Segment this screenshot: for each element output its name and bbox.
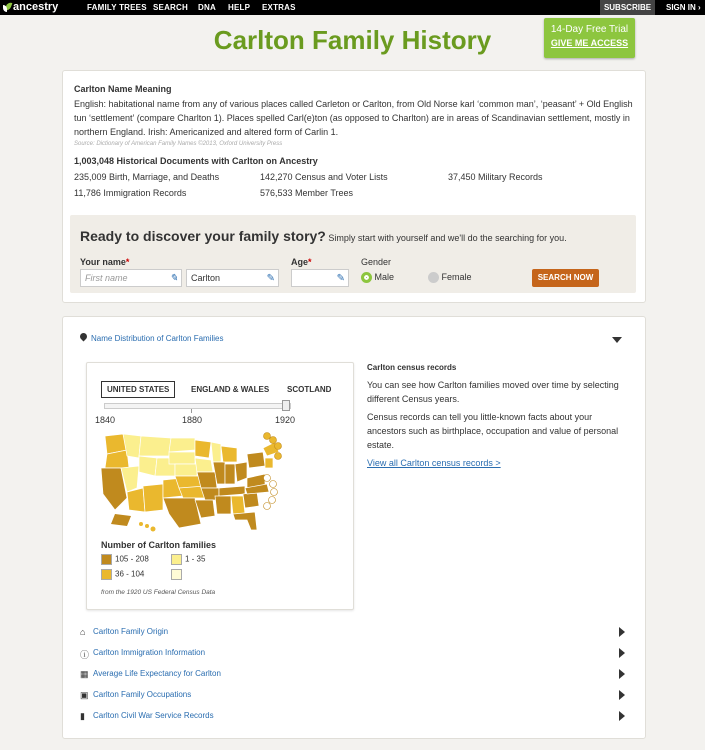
required-mark: * <box>125 257 130 267</box>
last-name-value: Carlton <box>191 273 221 283</box>
tab-united-states[interactable]: UNITED STATES <box>101 381 175 398</box>
gender-female-radio[interactable] <box>428 272 472 283</box>
legend-swatch <box>101 569 112 580</box>
year-1840: 1840 <box>95 415 116 425</box>
chevron-right-icon <box>619 648 625 658</box>
first-name-input[interactable] <box>80 269 182 287</box>
year-1880: 1880 <box>182 415 203 425</box>
radio-unselected-icon <box>428 272 439 283</box>
trial-text: 14-Day Free Trial <box>550 24 629 35</box>
list-item-label: Average Life Expectancy for Carlton <box>93 669 221 678</box>
name-meaning-card <box>62 70 646 303</box>
tab-scotland[interactable]: SCOTLAND <box>287 385 332 394</box>
stat-census: 142,270 Census and Voter Lists <box>260 172 388 182</box>
top-nav <box>0 0 705 15</box>
signin-link[interactable] <box>666 3 701 12</box>
name-label-text: Your name <box>80 257 126 267</box>
calendar-icon: ▦ <box>80 669 89 679</box>
occupation-icon: ▣ <box>80 690 89 700</box>
year-1920: 1920 <box>275 415 296 425</box>
year-slider[interactable] <box>104 403 291 409</box>
legend-title: Number of Carlton families <box>101 540 217 550</box>
first-name-placeholder: First name <box>85 273 128 283</box>
legend-item <box>101 554 149 565</box>
chevron-right-icon: › <box>698 3 701 12</box>
census-records-link[interactable]: View all Carlton census records > <box>367 458 501 468</box>
list-item-label: Carlton Family Occupations <box>93 690 192 699</box>
pencil-icon[interactable]: ✎ <box>169 273 178 284</box>
page-title: Carlton Family History <box>213 25 492 55</box>
list-item[interactable] <box>80 711 625 727</box>
give-me-access-link[interactable]: GIVE ME ACCESS <box>550 38 629 48</box>
nav-help[interactable]: HELP <box>228 3 251 12</box>
map-pin-icon <box>79 332 89 342</box>
distribution-heading[interactable]: Name Distribution of Carlton Families <box>91 334 224 343</box>
meaning-text: English: habitational name from any of various places called Carleton or Carlton, from Old Norse karl ‘common man’, ‘peasant’ + Old English tun ‘settlement’ (compare Charlton 1). Places spelled Carl(e)ton (as opposed to Charlton) are in areas of Scandinavian settlement, mostly in northern England. Irish: Americanized and altered form of Carlin 1. <box>74 99 633 137</box>
caret-down-icon[interactable] <box>612 337 622 343</box>
list-item[interactable] <box>80 690 625 706</box>
free-trial-banner[interactable] <box>544 18 635 58</box>
form-heading <box>80 228 567 244</box>
age-label <box>291 257 312 267</box>
census-source-note: from the 1920 US Federal Census Data <box>101 589 216 596</box>
slider-handle[interactable] <box>282 400 290 411</box>
stat-military: 37,450 Military Records <box>448 172 543 182</box>
legend-label: 105 - 208 <box>115 554 149 564</box>
chevron-right-icon <box>619 627 625 637</box>
stat-immigration: 11,786 Immigration Records <box>74 188 187 198</box>
docs-heading: 1,003,048 Historical Documents with Carlton on Ancestry <box>74 156 318 166</box>
legend-item <box>171 569 185 580</box>
legend-label: 36 - 104 <box>115 569 145 579</box>
chevron-right-icon <box>619 669 625 679</box>
male-label: Male <box>374 272 395 282</box>
pencil-icon[interactable]: ✎ <box>336 273 345 284</box>
census-heading: Carlton census records <box>367 363 457 372</box>
list-item[interactable] <box>80 669 625 685</box>
census-paragraph-2: Census records can tell you little-known facts about your ancestors such as birthplace, occupation and value of personal estate. <box>367 412 619 450</box>
meaning-source: Source: Dictionary of American Family Names ©2013, Oxford University Press <box>74 141 283 147</box>
nav-dna[interactable]: DNA <box>198 3 216 12</box>
signin-label: SIGN IN <box>666 3 696 12</box>
legend-item <box>101 569 144 580</box>
meaning-heading: Carlton Name Meaning <box>74 84 172 94</box>
nav-family-trees[interactable]: FAMILY TREES <box>87 3 147 12</box>
nav-extras[interactable]: EXTRAS <box>262 3 296 12</box>
subscribe-button[interactable]: SUBSCRIBE <box>600 0 655 15</box>
last-name-input[interactable] <box>186 269 279 287</box>
required-mark: * <box>308 257 312 267</box>
list-item-label: Carlton Family Origin <box>93 627 169 636</box>
form-subheading: Simply start with yourself and we'll do the searching for you. <box>325 233 567 243</box>
tab-england-wales[interactable]: ENGLAND & WALES <box>191 385 270 394</box>
logo-text: ancestry <box>13 1 59 13</box>
chevron-right-icon <box>619 690 625 700</box>
search-form <box>70 215 636 293</box>
list-item-label: Carlton Civil War Service Records <box>93 711 214 720</box>
pencil-icon[interactable]: ✎ <box>266 273 275 284</box>
search-now-button[interactable]: SEARCH NOW <box>532 269 599 287</box>
leaf-icon <box>2 2 12 13</box>
legend-item <box>171 554 205 565</box>
age-label-text: Age <box>291 257 309 267</box>
census-paragraph-1: You can see how Carlton families moved over time by selecting different Census years. <box>367 380 619 404</box>
us-map[interactable] <box>97 428 282 533</box>
chevron-right-icon <box>619 711 625 721</box>
stat-birth: 235,009 Birth, Marriage, and Deaths <box>74 172 220 182</box>
distribution-card <box>62 316 646 739</box>
legend-swatch <box>171 554 182 565</box>
radio-selected-icon <box>361 272 372 283</box>
map-panel <box>86 362 354 610</box>
female-label: Female <box>441 272 472 282</box>
bookmark-icon: ▮ <box>80 711 85 721</box>
gender-male-radio[interactable] <box>361 272 394 283</box>
legend-swatch <box>171 569 182 580</box>
list-item[interactable] <box>80 627 625 643</box>
stat-trees: 576,533 Member Trees <box>260 188 354 198</box>
legend-swatch <box>101 554 112 565</box>
gender-label: Gender <box>361 257 392 267</box>
nav-search[interactable]: SEARCH <box>153 3 188 12</box>
form-heading-text: Ready to discover your family story? <box>80 228 326 244</box>
info-icon: ⓘ <box>80 650 90 660</box>
legend-label: 1 - 35 <box>185 554 206 564</box>
age-input[interactable] <box>291 269 349 287</box>
ancestry-logo[interactable] <box>2 1 58 13</box>
home-icon: ⌂ <box>80 627 86 637</box>
slider-tick <box>191 409 192 413</box>
list-item-label: Carlton Immigration Information <box>93 648 206 657</box>
list-item[interactable] <box>80 648 625 664</box>
name-label <box>80 257 129 267</box>
